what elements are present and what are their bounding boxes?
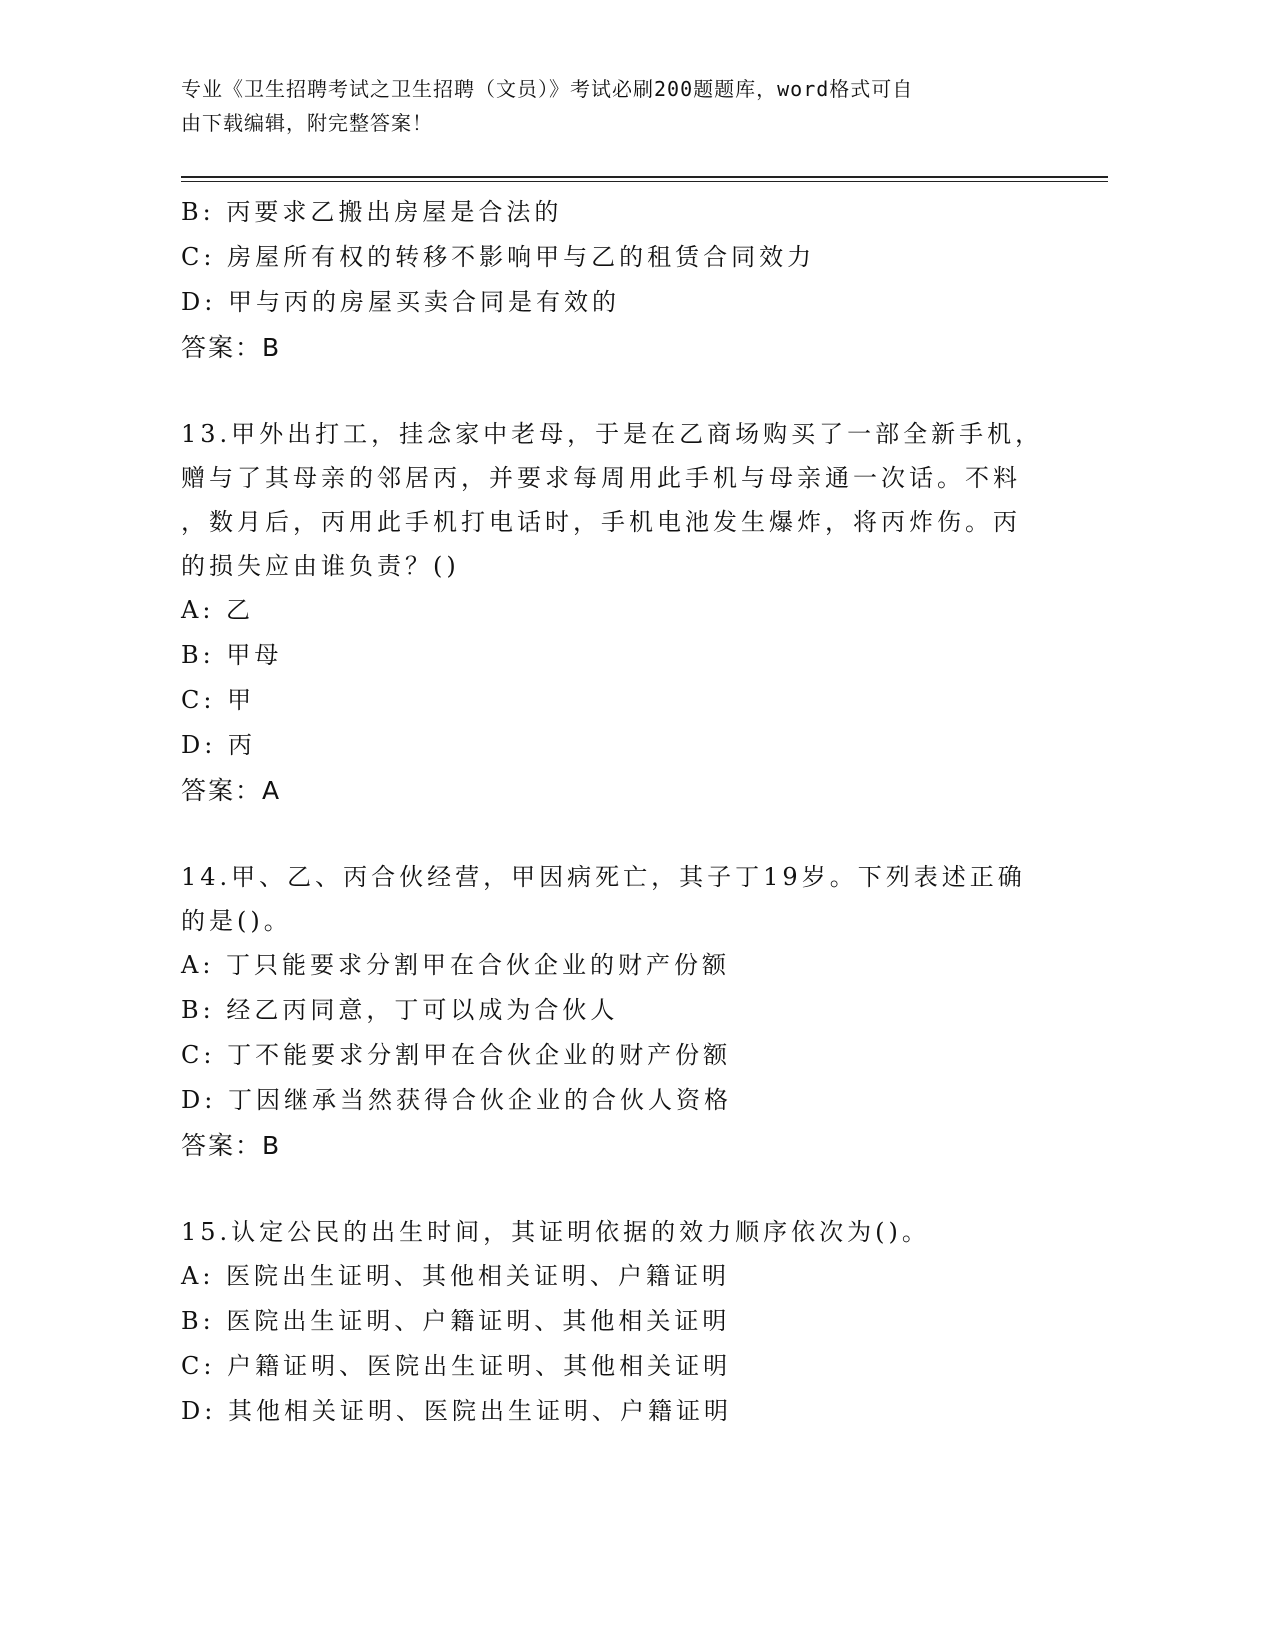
document-header	[181, 72, 1061, 140]
stem-line: 14.甲、乙、丙合伙经营，甲因病死亡，其子丁19岁。下列表述正确	[181, 863, 1026, 891]
header-line-1: 专业《卫生招聘考试之卫生招聘（文员）》考试必刷200题题库，word格式可自	[181, 77, 914, 101]
option-c: C: 房屋所有权的转移不影响甲与乙的租赁合同效力	[181, 243, 816, 271]
stem-line: 的损失应由谁负责？()	[181, 552, 460, 580]
header-line-2: 由下载编辑，附完整答案！	[181, 111, 433, 135]
spacer	[181, 370, 1061, 412]
option-d: D: 甲与丙的房屋买卖合同是有效的	[181, 288, 620, 316]
answer-line: 答案：B	[181, 333, 282, 362]
stem-line: 的是()。	[181, 907, 292, 935]
stem-line: 13.甲外出打工，挂念家中老母，于是在乙商场购买了一部全新手机，	[181, 420, 1044, 448]
question-14	[181, 855, 1061, 1168]
option-b: B: 医院出生证明、户籍证明、其他相关证明	[181, 1307, 731, 1335]
option-b: B: 丙要求乙搬出房屋是合法的	[181, 198, 563, 226]
question-stem	[181, 412, 1061, 588]
question-stem	[181, 1210, 1061, 1254]
stem-line: 15.认定公民的出生时间，其证明依据的效力顺序依次为()。	[181, 1218, 930, 1246]
answer-line: 答案：B	[181, 1131, 282, 1160]
option-c: C: 户籍证明、医院出生证明、其他相关证明	[181, 1352, 732, 1380]
option-b: B: 甲母	[181, 641, 283, 669]
option-d: D: 丁因继承当然获得合伙企业的合伙人资格	[181, 1086, 732, 1114]
option-d: D: 丙	[181, 731, 256, 759]
spacer	[181, 1168, 1061, 1210]
option-b: B: 经乙丙同意，丁可以成为合伙人	[181, 996, 619, 1024]
question-content	[181, 190, 1061, 1434]
question-12-continued	[181, 190, 1061, 370]
stem-line: 赠与了其母亲的邻居丙，并要求每周用此手机与母亲通一次话。不料	[181, 464, 1021, 492]
option-d: D: 其他相关证明、医院出生证明、户籍证明	[181, 1397, 732, 1425]
header-divider-thick	[181, 176, 1108, 178]
question-stem	[181, 855, 1061, 943]
option-c: C: 丁不能要求分割甲在合伙企业的财产份额	[181, 1041, 732, 1069]
header-divider-thin	[181, 181, 1108, 182]
question-15	[181, 1210, 1061, 1434]
question-13	[181, 412, 1061, 813]
option-a: A: 医院出生证明、其他相关证明、户籍证明	[181, 1262, 731, 1290]
option-c: C: 甲	[181, 686, 256, 714]
option-a: A: 丁只能要求分割甲在合伙企业的财产份额	[181, 951, 731, 979]
option-a: A: 乙	[181, 596, 255, 624]
stem-line: ，数月后，丙用此手机打电话时，手机电池发生爆炸，将丙炸伤。丙	[181, 508, 1021, 536]
spacer	[181, 813, 1061, 855]
answer-line: 答案：A	[181, 776, 282, 805]
